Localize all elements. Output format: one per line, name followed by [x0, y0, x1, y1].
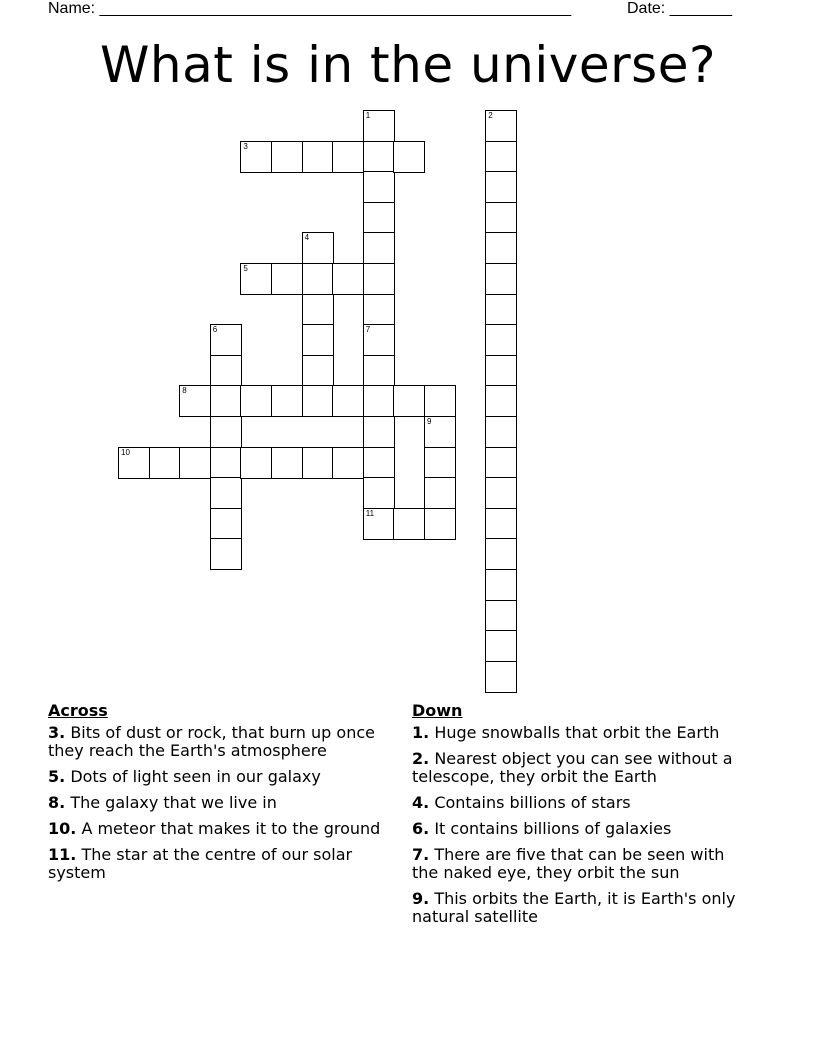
clue-number: 1.	[412, 723, 430, 742]
clue-text: Bits of dust or rock, that burn up once they reach the Earth's atmosphere	[48, 723, 375, 760]
crossword-cell[interactable]	[485, 294, 517, 326]
crossword-cell[interactable]	[210, 477, 242, 509]
crossword-cell[interactable]	[424, 416, 456, 448]
across-clues	[48, 702, 398, 890]
down-heading: Down	[412, 701, 463, 720]
crossword-cell[interactable]	[393, 141, 425, 173]
crossword-cell[interactable]	[424, 477, 456, 509]
crossword-cell[interactable]	[363, 324, 395, 356]
crossword-cell[interactable]	[302, 385, 334, 417]
cell-number: 11	[365, 508, 375, 518]
clue-down-2	[412, 750, 752, 786]
clue-text: It contains billions of galaxies	[434, 819, 672, 838]
crossword-cell[interactable]	[485, 324, 517, 356]
crossword-cell[interactable]	[485, 263, 517, 295]
cell-number: 6	[212, 325, 218, 335]
clue-number: 10.	[48, 819, 77, 838]
crossword-cell[interactable]	[363, 294, 395, 326]
crossword-cell[interactable]	[210, 447, 242, 479]
cell-number: 3	[243, 141, 248, 151]
crossword-cell[interactable]	[363, 385, 395, 417]
crossword-cell[interactable]	[363, 171, 395, 203]
crossword-cell[interactable]	[363, 447, 395, 479]
clue-text: Contains billions of stars	[434, 793, 631, 812]
clue-across-10	[48, 820, 398, 838]
crossword-cell[interactable]	[363, 508, 395, 540]
date-line: _______	[669, 0, 732, 17]
crossword-cell[interactable]	[485, 110, 517, 142]
crossword-cell[interactable]	[485, 538, 517, 570]
crossword-cell[interactable]	[271, 447, 303, 479]
clue-text: A meteor that makes it to the ground	[81, 819, 381, 838]
crossword-cell[interactable]	[485, 477, 517, 509]
crossword-cell[interactable]	[271, 385, 303, 417]
crossword-cell[interactable]	[363, 355, 395, 387]
crossword-cell[interactable]	[363, 202, 395, 234]
crossword-cell[interactable]	[485, 232, 517, 264]
crossword-cell[interactable]	[302, 324, 334, 356]
crossword-cell[interactable]	[485, 569, 517, 601]
clue-down-6	[412, 820, 752, 838]
clue-across-5	[48, 768, 398, 786]
clue-number: 4.	[412, 793, 430, 812]
crossword-cell[interactable]	[363, 477, 395, 509]
crossword-cell[interactable]	[485, 600, 517, 632]
crossword-cell[interactable]	[210, 508, 242, 540]
date-label: Date:	[627, 0, 666, 17]
clue-number: 5.	[48, 767, 66, 786]
clue-text: This orbits the Earth, it is Earth's only natural satellite	[412, 889, 736, 926]
crossword-cell[interactable]	[271, 141, 303, 173]
crossword-cell[interactable]	[485, 202, 517, 234]
clue-number: 9.	[412, 889, 430, 908]
cell-number: 7	[365, 325, 371, 335]
crossword-cell[interactable]	[393, 508, 425, 540]
cell-number: 10	[121, 447, 130, 457]
clue-down-1	[412, 724, 752, 742]
crossword-cell[interactable]	[485, 355, 517, 387]
name-label: Name:	[48, 0, 96, 17]
down-clues	[412, 702, 752, 934]
crossword-cell[interactable]	[332, 447, 364, 479]
clue-down-9	[412, 890, 752, 926]
crossword-cell[interactable]	[240, 447, 272, 479]
clue-number: 6.	[412, 819, 430, 838]
clue-text: Huge snowballs that orbit the Earth	[434, 723, 720, 742]
crossword-cell[interactable]	[485, 416, 517, 448]
crossword-cell[interactable]	[240, 141, 272, 173]
name-line: _____________________________________________________	[99, 0, 572, 17]
page-title: What is in the universe?	[99, 36, 717, 94]
crossword-cell[interactable]	[118, 447, 150, 479]
crossword-cell[interactable]	[363, 232, 395, 264]
crossword-cell[interactable]	[485, 141, 517, 173]
clue-across-3	[48, 724, 398, 760]
clue-down-4	[412, 794, 752, 812]
crossword-cell[interactable]	[210, 416, 242, 448]
clue-number: 11.	[48, 845, 77, 864]
crossword-cell[interactable]	[485, 661, 517, 693]
crossword-cell[interactable]	[210, 538, 242, 570]
cell-number: 2	[488, 111, 493, 120]
crossword-cell[interactable]	[424, 385, 456, 417]
crossword-cell[interactable]	[149, 447, 181, 479]
crossword-cell[interactable]	[485, 630, 517, 662]
crossword-cell[interactable]	[271, 263, 303, 295]
crossword-cell[interactable]	[302, 141, 334, 173]
crossword-cell[interactable]	[363, 110, 395, 142]
crossword-cell[interactable]	[210, 324, 242, 356]
cell-number: 8	[182, 386, 187, 396]
clue-across-11	[48, 846, 398, 882]
cell-number: 5	[243, 264, 248, 273]
clue-number: 3.	[48, 723, 66, 742]
clue-number: 8.	[48, 793, 66, 812]
cell-number: 4	[304, 233, 310, 243]
clue-across-8	[48, 794, 398, 812]
crossword-cell[interactable]	[332, 141, 364, 173]
crossword-cell[interactable]	[363, 141, 395, 173]
cell-number: 9	[427, 417, 432, 426]
crossword-cell[interactable]	[302, 232, 334, 264]
crossword-cell[interactable]	[210, 385, 242, 417]
crossword-cell[interactable]	[240, 263, 272, 295]
crossword-cell[interactable]	[393, 385, 425, 417]
clue-down-7	[412, 846, 752, 882]
crossword-cell[interactable]	[210, 355, 242, 387]
across-heading: Across	[48, 701, 108, 720]
cell-number: 1	[365, 111, 371, 120]
crossword-cell[interactable]	[363, 416, 395, 448]
crossword-cell[interactable]	[424, 447, 456, 479]
crossword-cell[interactable]	[302, 263, 334, 295]
crossword-cell[interactable]	[179, 385, 211, 417]
clue-number: 7.	[412, 845, 430, 864]
clue-text: Dots of light seen in our galaxy	[70, 767, 321, 786]
crossword-cell[interactable]	[485, 385, 517, 417]
clue-text: Nearest object you can see without a telescope, they orbit the Earth	[412, 749, 733, 786]
crossword-cell[interactable]	[485, 508, 517, 540]
crossword-cell[interactable]	[332, 385, 364, 417]
crossword-cell[interactable]	[240, 385, 272, 417]
crossword-cell[interactable]	[332, 263, 364, 295]
clue-number: 2.	[412, 749, 430, 768]
crossword-cell[interactable]	[302, 447, 334, 479]
crossword-cell[interactable]	[485, 171, 517, 203]
crossword-cell[interactable]	[485, 447, 517, 479]
crossword-cell[interactable]	[179, 447, 211, 479]
clue-text: The star at the centre of our solar system	[48, 845, 353, 882]
clue-text: There are five that can be seen with the naked eye, they orbit the sun	[412, 845, 725, 882]
crossword-cell[interactable]	[363, 263, 395, 295]
crossword-cell[interactable]	[302, 294, 334, 326]
crossword-cell[interactable]	[424, 508, 456, 540]
crossword-cell[interactable]	[302, 355, 334, 387]
clue-text: The galaxy that we live in	[70, 793, 277, 812]
